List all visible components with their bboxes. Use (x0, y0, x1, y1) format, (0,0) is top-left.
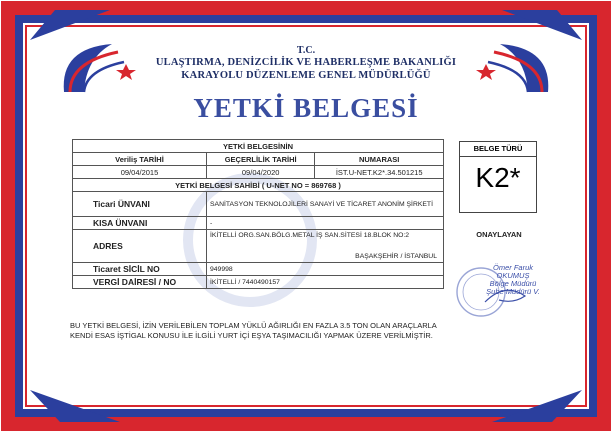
belge-turu-label: BELGE TÜRÜ (460, 142, 536, 157)
signature-block (478, 264, 548, 296)
signer-title2: Şube Müdürü V. (486, 287, 540, 296)
ministry-name-line2: KARAYOLU DÜZENLEME GENEL MÜDÜRLÜĞÜ (181, 70, 431, 81)
trade-name-value: SANİTASYON TEKNOLOJİLERİ SANAYİ VE TİCARET ANONİM ŞİRKETİ (207, 192, 444, 217)
number-label: NUMARASI (315, 153, 444, 166)
short-name-label: KISA ÜNVANI (73, 217, 207, 230)
tax-value: İKİTELLİ / 7440490157 (207, 276, 444, 289)
registry-value: 949998 (207, 263, 444, 276)
short-name-value: - (207, 217, 444, 230)
address-line1: İKİTELLİ ORG.SAN.BÖLG.METAL İŞ SAN.SİTESİ 18.BLOK NO:2 (210, 232, 410, 239)
address-value (207, 230, 444, 263)
validity-date-label: GEÇERLİLİK TARİHİ (207, 153, 315, 166)
section-title: YETKİ BELGESİNİN (73, 140, 444, 153)
certificate-table (72, 139, 444, 289)
address-line2: BAŞAKŞEHİR / İSTANBUL (355, 253, 437, 260)
footer-text: BU YETKİ BELGESİ, İZİN VERİLEBİLEN TOPLAM YÜKLÜ AĞIRLIĞI EN FAZLA 3.5 TON OLAN ARAÇLARLA KENDİ ESAS İŞTİGAL KONUSU İLE İLGİLİ YURT İÇİ EŞYA TAŞIMACILIĞI YAPMAK ÜZERE VERİLMİŞTİR. (70, 321, 437, 340)
belge-turu-box (459, 141, 537, 213)
signer-title1: Bölge Müdürü (489, 279, 537, 288)
tax-label: VERGİ DAİRESİ / NO (73, 276, 207, 289)
address-label: ADRES (73, 230, 207, 263)
certificate-number-value: İST.U-NET.K2*.34.501215 (315, 166, 444, 179)
ministry-name-line1: ULAŞTIRMA, DENİZCİLİK VE HABERLEŞME BAKANLIĞI (155, 57, 457, 68)
trade-name-label: Ticari ÜNVANI (73, 192, 207, 217)
validity-date-value: 09/04/2020 (207, 166, 315, 179)
document-title: YETKİ BELGESİ (193, 93, 419, 123)
issue-date-label: Veriliş TARİHİ (73, 153, 207, 166)
approval-label: ONAYLAYAN (476, 230, 522, 239)
tc-label: T.C. (296, 45, 316, 56)
registry-label: Ticaret SİCİL NO (73, 263, 207, 276)
belge-turu-value: K2* (475, 162, 521, 193)
owner-title: YETKİ BELGESİ SAHİBİ ( U-NET NO = 869768 ) (73, 179, 444, 192)
issue-date-value: 09/04/2015 (73, 166, 207, 179)
signer-name: Ömer Faruk OKUMUŞ (492, 263, 533, 280)
